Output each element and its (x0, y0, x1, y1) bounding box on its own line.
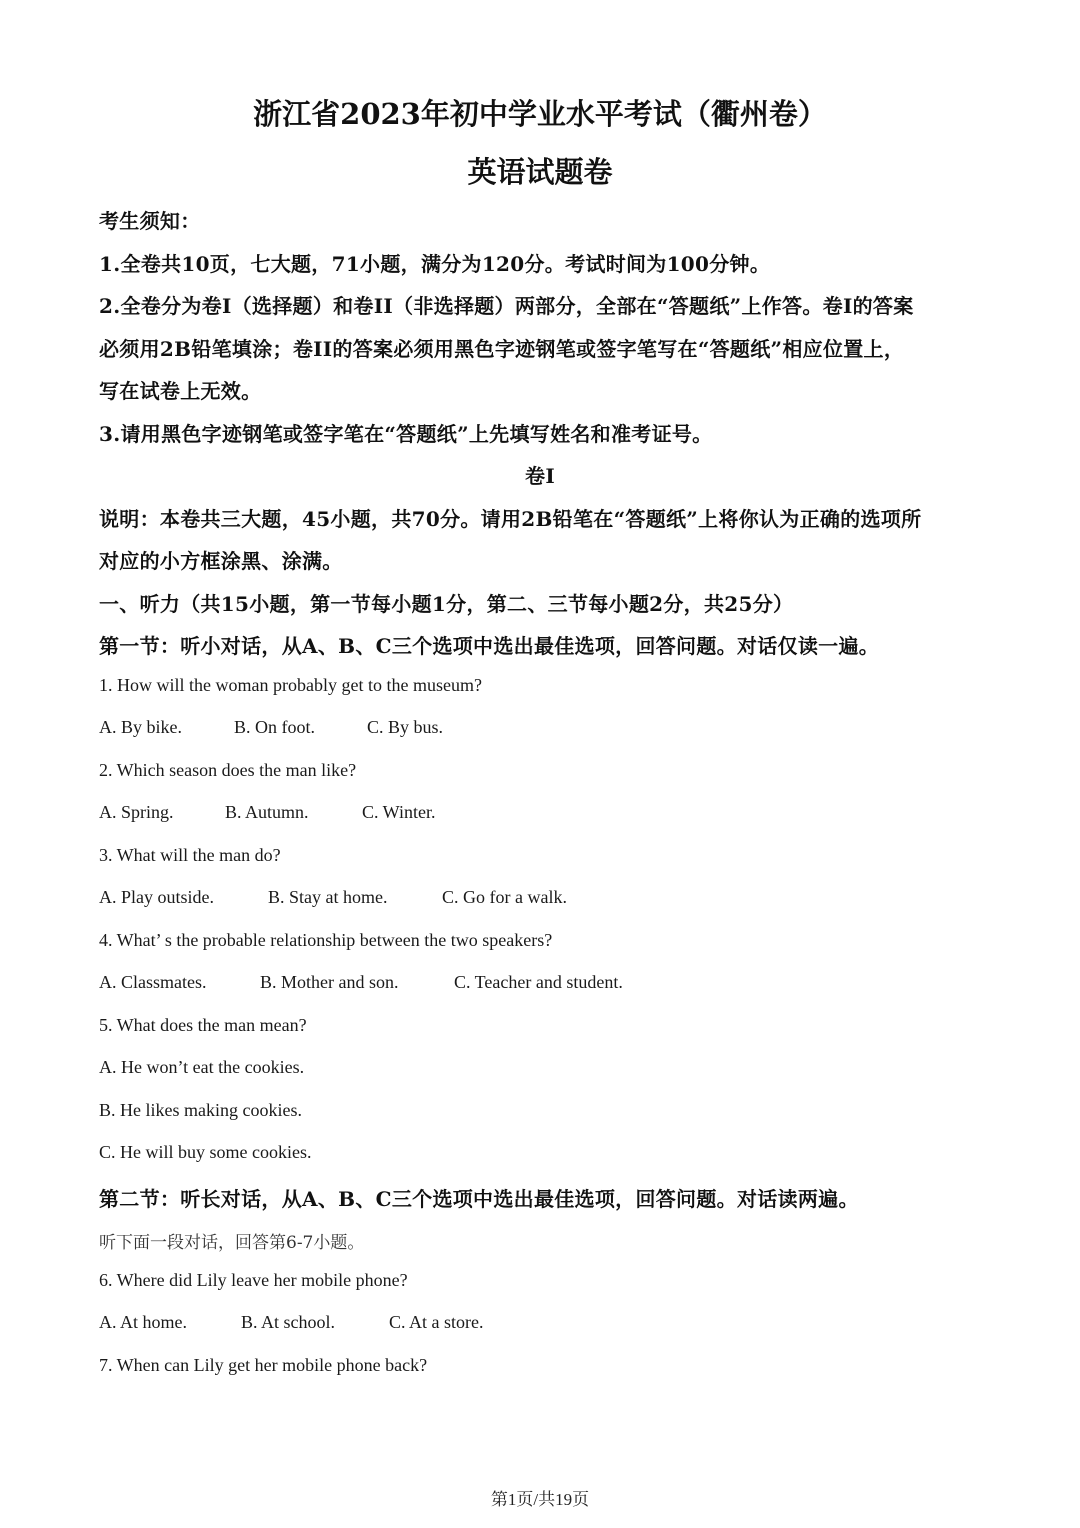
notice-item-2-line-2: 必须用2B铅笔填涂；卷II的答案必须用黑色字迹钢笔或签字笔写在“答题纸”相应位置上， (99, 337, 905, 361)
question-5-option-b: B. He likes making cookies. (99, 1100, 302, 1120)
option-b: B. On foot. (234, 717, 315, 737)
option-b: B. Mother and son. (260, 972, 399, 992)
notice-item-3: 3.请用黑色字迹钢笔或签字笔在“答题纸”上先填写姓名和准考证号。 (99, 422, 713, 446)
volume-desc-line-2: 对应的小方框涂黑、涂满。 (99, 549, 343, 573)
question-3: 3. What will the man do? (99, 845, 281, 865)
question-3-options (99, 887, 567, 908)
option-a: A. Classmates. (99, 972, 207, 992)
option-a: A. By bike. (99, 717, 182, 737)
section-2-heading: 第二节：听长对话，从A、B、C三个选项中选出最佳选项，回答问题。对话读两遍。 (99, 1187, 859, 1211)
option-a: A. Spring. (99, 802, 174, 822)
question-6: 6. Where did Lily leave her mobile phone? (99, 1270, 408, 1290)
option-b: B. Stay at home. (268, 887, 388, 907)
section-2-note: 听下面一段对话，回答第6-7小题。 (99, 1233, 365, 1253)
notice-heading: 考生须知： (99, 209, 201, 233)
option-b: B. At school. (241, 1312, 336, 1332)
option-c: C. Teacher and student. (454, 972, 623, 992)
exam-subtitle: 英语试题卷 (467, 155, 613, 189)
volume-label: 卷I (525, 464, 555, 488)
question-1: 1. How will the woman probably get to the museum? (99, 675, 482, 695)
notice-item-2-line-3: 写在试卷上无效。 (99, 379, 262, 403)
question-2: 2. Which season does the man like? (99, 760, 357, 780)
option-c: C. Winter. (362, 802, 436, 822)
question-2-options (99, 802, 435, 823)
option-b: B. Autumn. (225, 802, 309, 822)
question-7: 7. When can Lily get her mobile phone back? (99, 1355, 428, 1375)
option-c: C. At a store. (389, 1312, 484, 1332)
question-5-option-c: C. He will buy some cookies. (99, 1142, 312, 1162)
notice-item-2-line-1: 2.全卷分为卷I（选择题）和卷II（非选择题）两部分，全部在“答题纸”上作答。卷I的答案 (99, 294, 914, 318)
volume-desc-line-1: 说明：本卷共三大题，45小题，共70分。请用2B铅笔在“答题纸”上将你认为正确的选项所 (99, 507, 922, 531)
question-6-options (99, 1312, 484, 1333)
notice-item-1: 1.全卷共10页，七大题，71小题，满分为120分。考试时间为100分钟。 (99, 252, 771, 276)
question-4: 4. What’ s the probable relationship between the two speakers? (99, 930, 553, 950)
part-1-heading: 一、听力（共15小题，第一节每小题1分，第二、三节每小题2分，共25分） (99, 592, 794, 616)
option-c: C. Go for a walk. (442, 887, 567, 907)
page-footer: 第1页/共19页 (490, 1490, 590, 1509)
section-1-heading: 第一节：听小对话，从A、B、C三个选项中选出最佳选项，回答问题。对话仅读一遍。 (99, 634, 880, 658)
exam-title: 浙江省2023年初中学业水平考试（衢州卷） (253, 97, 827, 131)
question-5-option-a: A. He won’t eat the cookies. (99, 1057, 305, 1077)
option-c: C. By bus. (367, 717, 444, 737)
question-4-options (99, 972, 623, 993)
option-a: A. At home. (99, 1312, 187, 1332)
question-5: 5. What does the man mean? (99, 1015, 307, 1035)
question-1-options (99, 717, 443, 738)
option-a: A. Play outside. (99, 887, 214, 907)
